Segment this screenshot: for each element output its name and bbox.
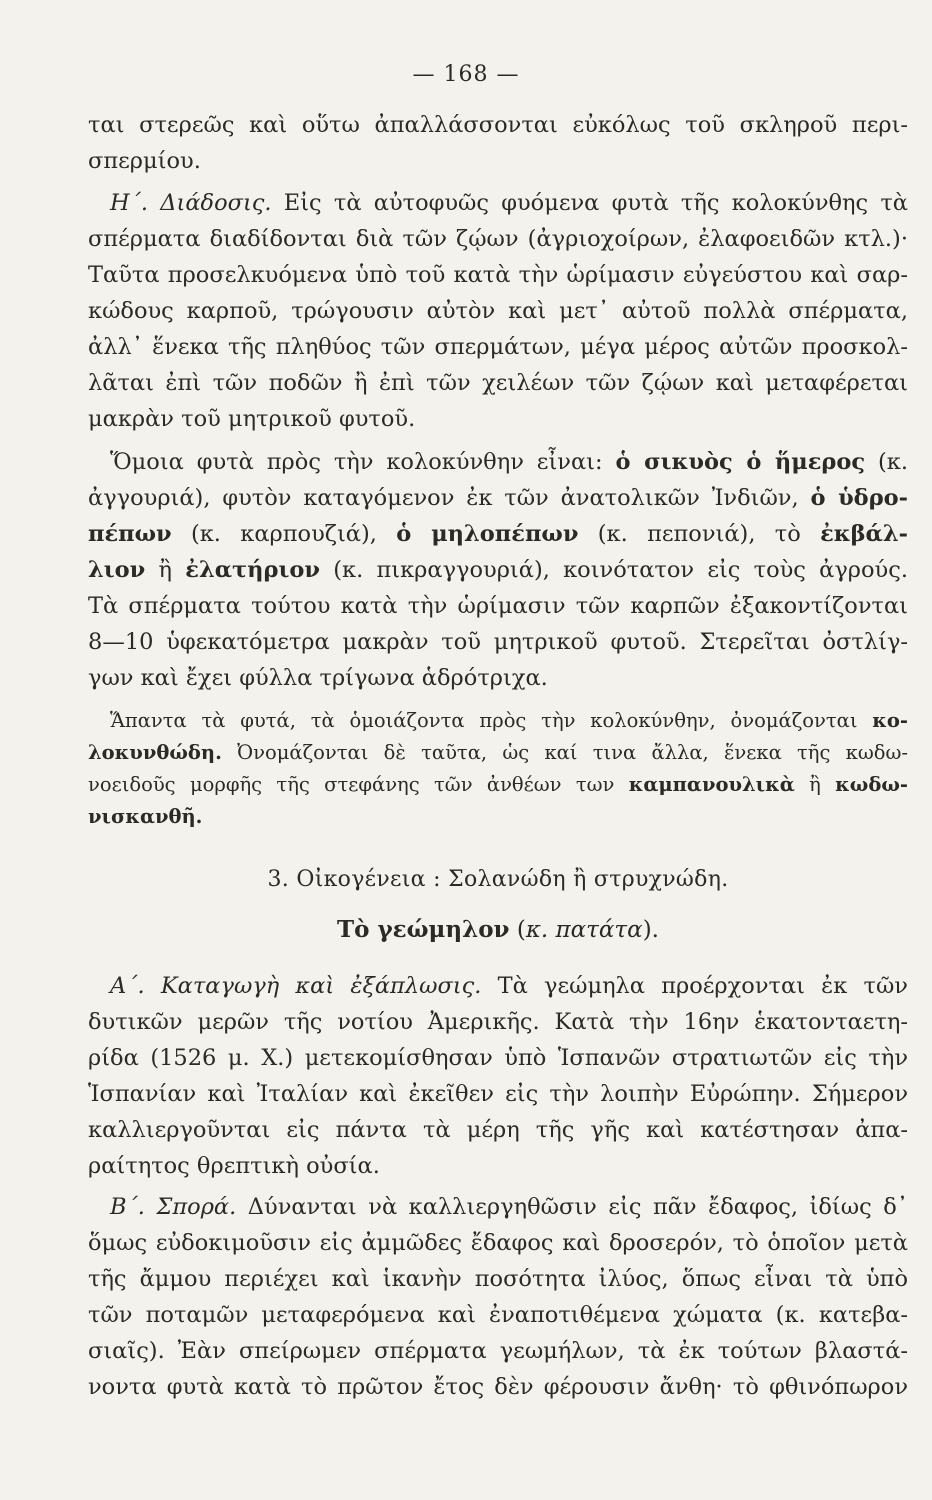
term: κο- (872, 709, 908, 732)
text-line: πέπων (κ. καρπουζιά), ὁ μηλοπέπων (κ. πεπονιά), τὸ ἐκβάλ- (88, 521, 908, 547)
text-line: Α΄. Καταγωγὴ καὶ ἐξάπλωσις. Τὰ γεώμηλα προέρχονται ἐκ τῶν (110, 973, 908, 999)
text-line: κώδους καρποῦ, τρώγουσιν αὐτὸν καὶ μετ᾽ αὐτοῦ πολλὰ σπέρματα, (88, 298, 908, 324)
plant-name: πέπων (88, 521, 172, 547)
text-line: ἀγγουριά), φυτὸν καταγόμενον ἐκ τῶν ἀνατολικῶν Ἰνδιῶν, ὁ ὑδρο- (88, 485, 908, 511)
text-line: νοντα φυτὰ κατὰ τὸ πρῶτον ἔτος δὲν φέρουσιν ἄνθη· τὸ φθινόπωρον (88, 1374, 908, 1400)
page-number: — 168 — (412, 62, 520, 87)
paragraph-seed-release (88, 107, 908, 179)
text-line: τῆς ἄμμου περιέχει καὶ ἱκανὴν ποσότητα ἰλύος, ὅπως εἶναι τὰ ὑπὸ (88, 1266, 908, 1292)
plant-name: ἐκβάλ- (820, 521, 908, 547)
text-line: σπέρματα διαδίδονται διὰ τῶν ζῴων (ἀγριοχοίρων, ἐλαφοειδῶν κτλ.)· (88, 226, 908, 252)
section-heading-sowing: Β΄. Σπορά. (110, 1194, 237, 1220)
text-line: Ταῦτα προσελκυόμενα ὑπὸ τοῦ κατὰ τὴν ὡρίμασιν εὐγεύστου καὶ σαρ- (88, 262, 908, 288)
text-line (88, 801, 908, 833)
text-line: 8—10 ὑφεκατόμετρα μακρὰν τοῦ μητρικοῦ φυτοῦ. Στερεῖται ὀστλίγ- (88, 629, 908, 655)
text-line: ὅμως εὐδοκιμοῦσιν εἰς ἀμμῶδες ἔδαφος καὶ δροσερόν, τὸ ὁποῖον μετὰ (88, 1230, 908, 1256)
text-line: λᾶται ἐπὶ τῶν ποδῶν ἢ ἐπὶ τῶν χειλέων τῶν ζῴων καὶ μεταφέρεται (88, 370, 908, 396)
paragraph-origin (88, 968, 908, 1184)
plant-name: λιον (88, 557, 146, 583)
term: καμπανουλικὰ (628, 773, 795, 796)
text-line: Β΄. Σπορά. Δύνανται νὰ καλλιεργηθῶσιν εἰς πᾶν ἔδαφος, ἰδίως δ᾽ (110, 1194, 908, 1220)
text-line: ρίδα (1526 μ. Χ.) μετεκομίσθησαν ὑπὸ Ἱσπανῶν στρατιωτῶν εἰς τὴν (88, 1045, 908, 1071)
text-line: δυτικῶν μερῶν τῆς νοτίου Ἀμερικῆς. Κατὰ τὴν 16ην ἑκατονταετη- (88, 1009, 908, 1035)
text-line: σιαῖς). Ἐὰν σπείρωμεν σπέρματα γεωμήλων, τὰ ἐκ τούτων βλαστά- (88, 1338, 908, 1364)
text-line: μακρὰν τοῦ μητρικοῦ φυτοῦ. (88, 406, 416, 432)
term: νισκανθῆ. (88, 805, 203, 828)
text-line: ραίτητος θρεπτικὴ οὐσία. (88, 1153, 380, 1179)
plant-title: Τὸ γεώμηλον (κ. πατάτα). (337, 916, 659, 943)
paragraph-cucurbitaceae (88, 705, 908, 833)
plant-title-name: Τὸ γεώμηλον (337, 916, 510, 943)
paragraph-sowing (88, 1189, 908, 1405)
plant-name: ὁ σικυὸς ὁ ἥμερος (615, 449, 866, 475)
text-line: λοκυνθώδη. Ὀνομάζονται δὲ ταῦτα, ὡς καί τινα ἄλλα, ἕνεκα τῆς κωδω- (88, 741, 908, 764)
section-heading-dispersal: Η΄. Διάδοσις. (110, 190, 272, 216)
section-heading-origin: Α΄. Καταγωγὴ καὶ ἐξάπλωσις. (110, 973, 482, 999)
text-line: Ἱσπανίαν καὶ Ἰταλίαν καὶ ἐκεῖθεν εἰς τὴν λοιπὴν Εὐρώπην. Σήμερον (88, 1081, 908, 1107)
plant-common-name: κ. πατάτα (525, 917, 643, 943)
text-line: τῶν ποταμῶν μεταφερόμενα καὶ ἐναποτιθέμενα χώματα (κ. κατεβα- (88, 1302, 908, 1328)
text-line: Η΄. Διάδοσις. Εἰς τὰ αὐτοφυῶς φυόμενα φυτὰ τῆς κολοκύνθης τὰ (110, 190, 909, 216)
paragraph-dispersal (88, 185, 908, 437)
family-heading: 3. Οἰκογένεια : Σολανώδη ἢ στρυχνώδη. (267, 867, 729, 892)
plant-name: ἐλατήριον (185, 557, 321, 583)
term: λοκυνθώδη. (88, 741, 222, 764)
plant-name: ὁ ὑδρο- (810, 485, 908, 511)
text-line: νοειδοῦς μορφῆς τῆς στεφάνης τῶν ἀνθέων των καμπανουλικὰ ἢ κωδω- (88, 773, 908, 796)
text-line: Ὅμοια φυτὰ πρὸς τὴν κολοκύνθην εἶναι: ὁ σικυὸς ὁ ἥμερος (κ. (110, 449, 908, 475)
plant-name: ὁ μηλοπέπων (396, 521, 579, 547)
text-line: Ἅπαντα τὰ φυτά, τὰ ὁμοιάζοντα πρὸς τὴν κολοκύνθην, ὀνομάζονται κο- (110, 709, 908, 732)
text-line: γων καὶ ἔχει φύλλα τρίγωνα ἁδρότριχα. (88, 665, 548, 691)
term: κωδω- (835, 773, 908, 796)
text-line: ἀλλ᾽ ἕνεκα τῆς πληθύος τῶν σπερμάτων, μέγα μέρος αὐτῶν προσκολ- (88, 334, 908, 360)
text-line: ται στερεῶς καὶ οὕτω ἀπαλλάσσονται εὐκόλως τοῦ σκληροῦ περι- (88, 112, 908, 138)
text-line: σπερμίου. (88, 148, 201, 174)
paragraph-similar-plants (88, 444, 908, 696)
text-line: καλλιεργοῦνται εἰς πάντα τὰ μέρη τῆς γῆς καὶ κατέστησαν ἀπα- (88, 1117, 908, 1143)
text-line: λιον ἢ ἐλατήριον (κ. πικραγγουριά), κοινότατον εἰς τοὺς ἀγρούς. (88, 557, 908, 583)
text-line: Τὰ σπέρματα τούτου κατὰ τὴν ὡρίμασιν τῶν καρπῶν ἐξακοντίζονται (88, 593, 908, 619)
